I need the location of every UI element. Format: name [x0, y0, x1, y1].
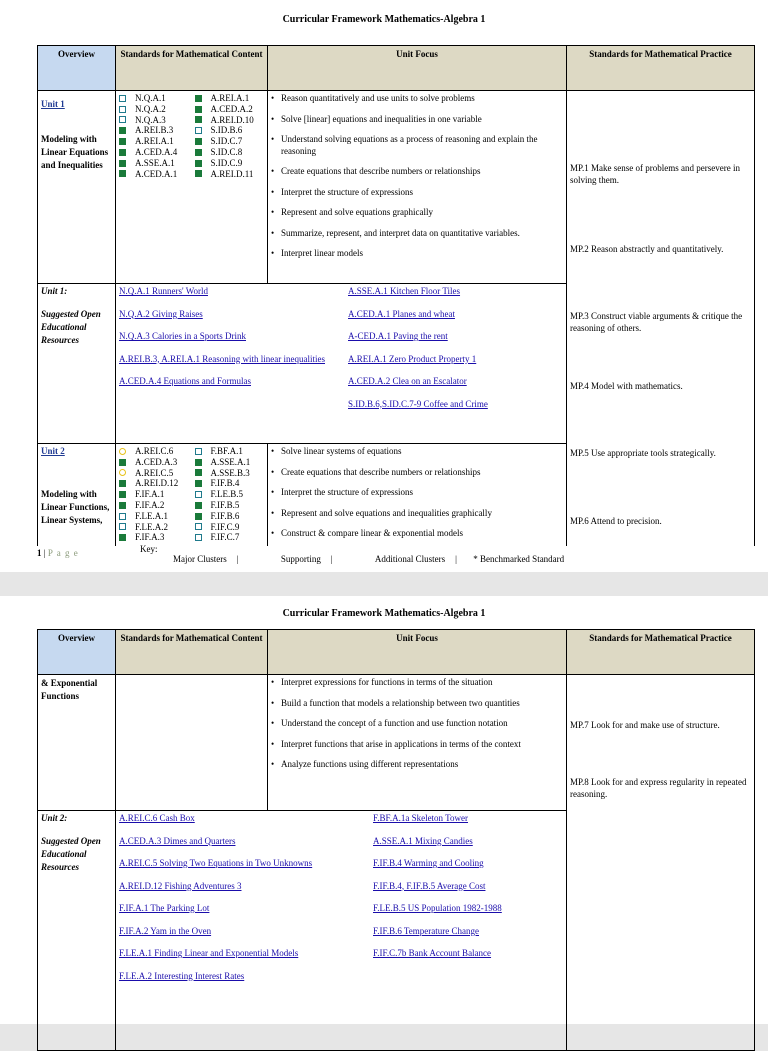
framework-table-p2 [37, 629, 755, 1051]
resource-link[interactable]: A.CED.A.4 Equations and Formulas [119, 376, 251, 386]
unit2-focus [268, 444, 567, 552]
header-standards-practice: Standards for Mathematical Practice [567, 46, 755, 91]
standard-item [119, 125, 189, 136]
supporting-cluster-icon [119, 116, 126, 123]
resource-link[interactable]: F.IF.B.6 Temperature Change [373, 925, 479, 936]
resource-link[interactable]: A-CED.A.1 Paving the rent [348, 331, 448, 341]
focus-item: • Interpret linear models [271, 248, 563, 260]
standard-item [195, 169, 265, 180]
focus-item: • Build a function that models a relationship between two quantities [271, 698, 563, 710]
standard-code: A.REI.D.10 [210, 114, 254, 125]
standard-item [195, 478, 265, 489]
standard-code: N.Q.A.1 [135, 93, 166, 103]
standard-item [195, 104, 265, 115]
focus-item: • Interpret the structure of expressions [271, 487, 563, 499]
header-standards-practice: Standards for Mathematical Practice [567, 630, 755, 675]
legend-supporting: Supporting [280, 554, 321, 564]
unit1-oer-title: Suggested Open Educational Resources [41, 309, 101, 345]
standard-code: A.REI.A.1 [135, 136, 174, 147]
unit2-standards [116, 444, 268, 552]
standard-code: S.ID.B.6 [210, 125, 243, 136]
supporting-cluster-icon [119, 106, 126, 113]
standard-item [195, 522, 265, 533]
unit1-oer-overview [38, 284, 116, 444]
resource-link[interactable]: A.REI.D.12 Fishing Adventures 3 [119, 880, 242, 891]
resource-link[interactable]: F.LE.B.5 US Population 1982-1988 [373, 903, 502, 913]
key-label: Key: [140, 544, 158, 554]
unit2-oer-label: Unit 2: [41, 813, 68, 823]
standard-code: A.SSE.A.1 [210, 456, 251, 467]
unit2-standards-list [119, 446, 264, 543]
unit1-oer-right [348, 286, 563, 421]
resource-link[interactable]: A.REI.C.5 Solving Two Equations in Two Unknowns [119, 858, 313, 868]
major-cluster-icon [195, 502, 202, 509]
unit2-overview [38, 444, 116, 552]
standard-code: S.ID.C.9 [210, 157, 243, 168]
standard-item [119, 489, 189, 500]
standard-item [195, 446, 265, 457]
standard-item [119, 169, 189, 180]
supporting-cluster-icon [119, 523, 126, 530]
unit1-oer-left [119, 286, 334, 421]
header-row [38, 46, 755, 91]
standard-item [195, 500, 265, 511]
standard-code: A.CED.A.2 [210, 103, 253, 114]
practice-item: MP.4 Model with mathematics. [570, 381, 683, 391]
standard-item [195, 115, 265, 126]
standard-item [119, 93, 189, 104]
header-standards-content: Standards for Mathematical Content [116, 46, 268, 91]
header-overview: Overview [38, 630, 116, 675]
standard-code: F.IF.C.9 [210, 521, 240, 532]
standard-item [119, 468, 189, 479]
resource-link[interactable]: A.REI.C.6 Cash Box [119, 813, 195, 823]
framework-table [37, 45, 755, 552]
unit1-standards-list [119, 93, 264, 179]
document-title-p2: Curricular Framework Mathematics-Algebra 1 [282, 608, 486, 619]
standard-code: F.LE.A.2 [135, 521, 169, 532]
focus-item: • Reason quantitatively and use units to solve problems [271, 93, 563, 105]
standard-code: N.Q.A.3 [135, 114, 166, 125]
standard-item [195, 136, 265, 147]
unit2-oer-left [119, 813, 359, 993]
major-cluster-icon [195, 106, 202, 113]
resource-link[interactable]: A.REI.A.1 Zero Product Property 1 [348, 353, 477, 364]
focus-item: • Solve linear systems of equations [271, 446, 563, 458]
practice-item: MP.7 Look for and make use of structure. [570, 720, 720, 730]
standard-code: F.IF.B.5 [210, 499, 240, 510]
standard-code: S.ID.C.7 [210, 136, 243, 147]
major-cluster-icon [119, 160, 126, 167]
major-cluster-icon [119, 149, 126, 156]
standard-code: F.IF.B.6 [210, 510, 240, 521]
header-unit-focus: Unit Focus [268, 630, 567, 675]
major-cluster-icon [195, 459, 202, 466]
unit2-title-cont: & Exponential Functions [41, 678, 98, 701]
header-unit-focus: Unit Focus [268, 46, 567, 91]
standard-code: F.LE.B.5 [210, 489, 244, 500]
standard-item [119, 136, 189, 147]
major-cluster-icon [195, 170, 202, 177]
resource-link[interactable]: N.Q.A.3 Calories in a Sports Drink [119, 331, 246, 341]
key-legend: Major Clusters | Supporting | Additional Clusters | * Benchmarked Standard [173, 554, 565, 564]
major-cluster-icon [119, 459, 126, 466]
practice-item: MP.8 Look for and express regularity in repeated reasoning. [570, 777, 747, 799]
focus-item: • Interpret the structure of expressions [271, 187, 563, 199]
resource-link[interactable]: F.IF.C.7b Bank Account Balance [373, 948, 492, 958]
supporting-cluster-icon [195, 534, 202, 541]
standard-item [119, 522, 189, 533]
focus-item: • Represent and solve equations and inequalities graphically [271, 508, 563, 520]
header-row-p2 [38, 630, 755, 675]
standard-item [119, 115, 189, 126]
major-cluster-icon [195, 469, 202, 476]
major-cluster-icon [195, 513, 202, 520]
additional-cluster-icon [119, 448, 126, 455]
additional-cluster-icon [119, 469, 126, 476]
supporting-cluster-icon [119, 95, 126, 102]
focus-item: • Interpret functions that arise in applications in terms of the context [271, 739, 563, 751]
focus-item: • Understand the concept of a function and use function notation [271, 718, 563, 730]
standard-code: A.REI.B.3 [135, 125, 174, 136]
standard-item [195, 511, 265, 522]
focus-item: • Analyze functions using different representations [271, 759, 563, 771]
standard-code: F.IF.B.4 [210, 478, 240, 489]
standard-item [119, 104, 189, 115]
unit2-standards-cont [116, 675, 268, 811]
focus-item: • Understand solving equations as a process of reasoning and explain the reasoning [271, 134, 563, 157]
resource-link[interactable]: F.IF.A.1 The Parking Lot [119, 903, 210, 913]
standard-item [119, 147, 189, 158]
major-cluster-icon [195, 149, 202, 156]
resource-link[interactable]: F.IF.B.4, F.IF.B.5 Average Cost [373, 880, 486, 891]
standard-item [119, 446, 189, 457]
focus-item: • Represent and solve equations graphically [271, 207, 563, 219]
header-standards-content: Standards for Mathematical Content [116, 630, 268, 675]
resource-link[interactable]: N.Q.A.1 Runners' World [119, 286, 208, 296]
resource-link[interactable]: F.IF.A.2 Yam in the Oven [119, 925, 212, 936]
practice-item: MP.6 Attend to precision. [570, 516, 662, 526]
unit1-oer-label: Unit 1: [41, 286, 68, 296]
standard-item [195, 468, 265, 479]
standard-item [119, 158, 189, 169]
resource-link[interactable]: A.CED.A.3 Dimes and Quarters [119, 835, 236, 846]
standard-code: F.BF.A.1 [210, 446, 243, 456]
major-cluster-icon [119, 502, 126, 509]
resource-link[interactable]: A.CED.A.1 Planes and wheat [348, 308, 455, 319]
major-cluster-icon [195, 95, 202, 102]
page-2 [0, 596, 768, 1024]
major-cluster-icon [119, 480, 126, 487]
unit1-focus-list [271, 93, 563, 260]
focus-item: • Construct & compare linear & exponential models [271, 528, 563, 540]
standard-item [119, 457, 189, 468]
standard-code: A.SSE.B.3 [210, 467, 250, 478]
standard-code: A.CED.A.3 [135, 456, 178, 467]
major-cluster-icon [119, 534, 126, 541]
standard-code: A.REI.A.1 [210, 93, 250, 103]
supporting-cluster-icon [195, 523, 202, 530]
unit1-focus [268, 91, 567, 284]
standard-code: A.REI.D.11 [210, 168, 254, 179]
practices-cell-p1 [567, 91, 755, 552]
resource-link[interactable]: N.Q.A.2 Giving Raises [119, 308, 203, 319]
major-cluster-icon [119, 127, 126, 134]
practice-item: MP.5 Use appropriate tools strategically. [570, 448, 716, 458]
resource-link[interactable]: A.CED.A.2 Clea on an Escalator [348, 376, 467, 386]
standard-item [119, 500, 189, 511]
standard-code: F.IF.A.1 [135, 489, 165, 500]
resource-link[interactable]: A.SSE.A.1 Kitchen Floor Tiles [348, 286, 461, 296]
standard-item [119, 478, 189, 489]
focus-item: • Solve [linear] equations and inequalities in one variable [271, 114, 563, 126]
legend-additional: Additional Clusters [374, 554, 446, 564]
major-cluster-icon [195, 138, 202, 145]
unit1-title: Modeling with Linear Equations and Inequalities [41, 134, 109, 170]
practice-item: MP.2 Reason abstractly and quantitatively. [570, 244, 724, 254]
focus-item: • Create equations that describe numbers or relationships [271, 467, 563, 479]
standard-item [195, 489, 265, 500]
unit2-link[interactable]: Unit 2 [41, 446, 65, 456]
resource-link[interactable]: A.REI.B.3, A.REI.A.1 Reasoning with linear inequalities [119, 353, 325, 364]
supporting-cluster-icon [119, 513, 126, 520]
major-cluster-icon [195, 160, 202, 167]
standard-item [119, 532, 189, 543]
resource-link[interactable]: F.LE.A.1 Finding Linear and Exponential Models [119, 948, 299, 958]
focus-item: • Interpret expressions for functions in terms of the situation [271, 677, 563, 689]
unit1-link[interactable]: Unit 1 [41, 99, 65, 109]
legend-benchmark: * Benchmarked Standard [473, 554, 565, 564]
unit1-overview [38, 91, 116, 284]
standard-item [195, 532, 265, 543]
focus-item: • Create equations that describe numbers or relationships [271, 166, 563, 178]
header-overview: Overview [38, 46, 116, 91]
standard-item [195, 93, 265, 104]
unit2-focus-list [271, 446, 563, 540]
unit1-standards [116, 91, 268, 284]
unit2-overview-cont [38, 675, 116, 811]
standard-code: A.CED.A.4 [135, 146, 178, 157]
standard-item [119, 511, 189, 522]
standard-code: A.CED.A.1 [135, 168, 178, 179]
resource-link[interactable]: F.BF.A.1a Skeleton Tower [373, 813, 469, 823]
unit1-row [38, 91, 755, 284]
resource-link[interactable]: A.SSE.A.1 Mixing Candies [373, 835, 473, 846]
resource-link[interactable]: F.IF.B.4 Warming and Cooling [373, 858, 484, 868]
focus-item: • Summarize, represent, and interpret data on quantitative variables. [271, 228, 563, 240]
unit2-cont-row [38, 675, 755, 811]
unit1-oer-links [116, 284, 567, 444]
standard-code: F.IF.C.7 [210, 532, 240, 543]
standard-code: S.ID.C.8 [210, 146, 243, 157]
standard-code: A.REI.C.5 [135, 467, 174, 478]
unit2-oer-links [116, 811, 567, 1051]
page-number: 1 | P a g e [37, 548, 79, 558]
standard-code: F.IF.A.2 [135, 499, 165, 510]
legend-major: Major Clusters [173, 554, 227, 564]
practice-item: MP.3 Construct viable arguments & critique the reasoning of others. [570, 311, 743, 333]
standard-code: A.REI.C.6 [135, 446, 174, 456]
major-cluster-icon [119, 491, 126, 498]
major-cluster-icon [195, 116, 202, 123]
practice-item: MP.1 Make sense of problems and persevere in solving them. [570, 163, 740, 185]
unit2-title: Modeling with Linear Functions, Linear Systems, [41, 489, 110, 525]
standard-code: F.IF.A.3 [135, 532, 165, 543]
supporting-cluster-icon [195, 127, 202, 134]
unit2-focus-cont [268, 675, 567, 811]
standard-code: F.LE.A.1 [135, 510, 169, 521]
unit2-oer-overview [38, 811, 116, 1051]
resource-link[interactable]: F.LE.A.2 Interesting Interest Rates [119, 970, 245, 981]
standard-item [195, 158, 265, 169]
supporting-cluster-icon [195, 491, 202, 498]
standard-code: A.REI.D.12 [135, 478, 179, 489]
major-cluster-icon [119, 138, 126, 145]
unit2-focus-list-cont [271, 677, 563, 771]
standard-item [195, 457, 265, 468]
unit2-oer-right [373, 813, 563, 993]
standard-code: N.Q.A.2 [135, 103, 166, 114]
practices-cell-p2 [567, 675, 755, 1051]
document-title: Curricular Framework Mathematics-Algebra 1 [282, 14, 486, 25]
major-cluster-icon [195, 480, 202, 487]
unit2-oer-title: Suggested Open Educational Resources [41, 836, 101, 872]
standard-code: A.SSE.A.1 [135, 157, 175, 168]
major-cluster-icon [119, 170, 126, 177]
resource-link[interactable]: S.ID.B.6,S.ID.C.7-9 Coffee and Crime [348, 398, 488, 409]
standard-item [195, 125, 265, 136]
supporting-cluster-icon [195, 448, 202, 455]
standard-item [195, 147, 265, 158]
